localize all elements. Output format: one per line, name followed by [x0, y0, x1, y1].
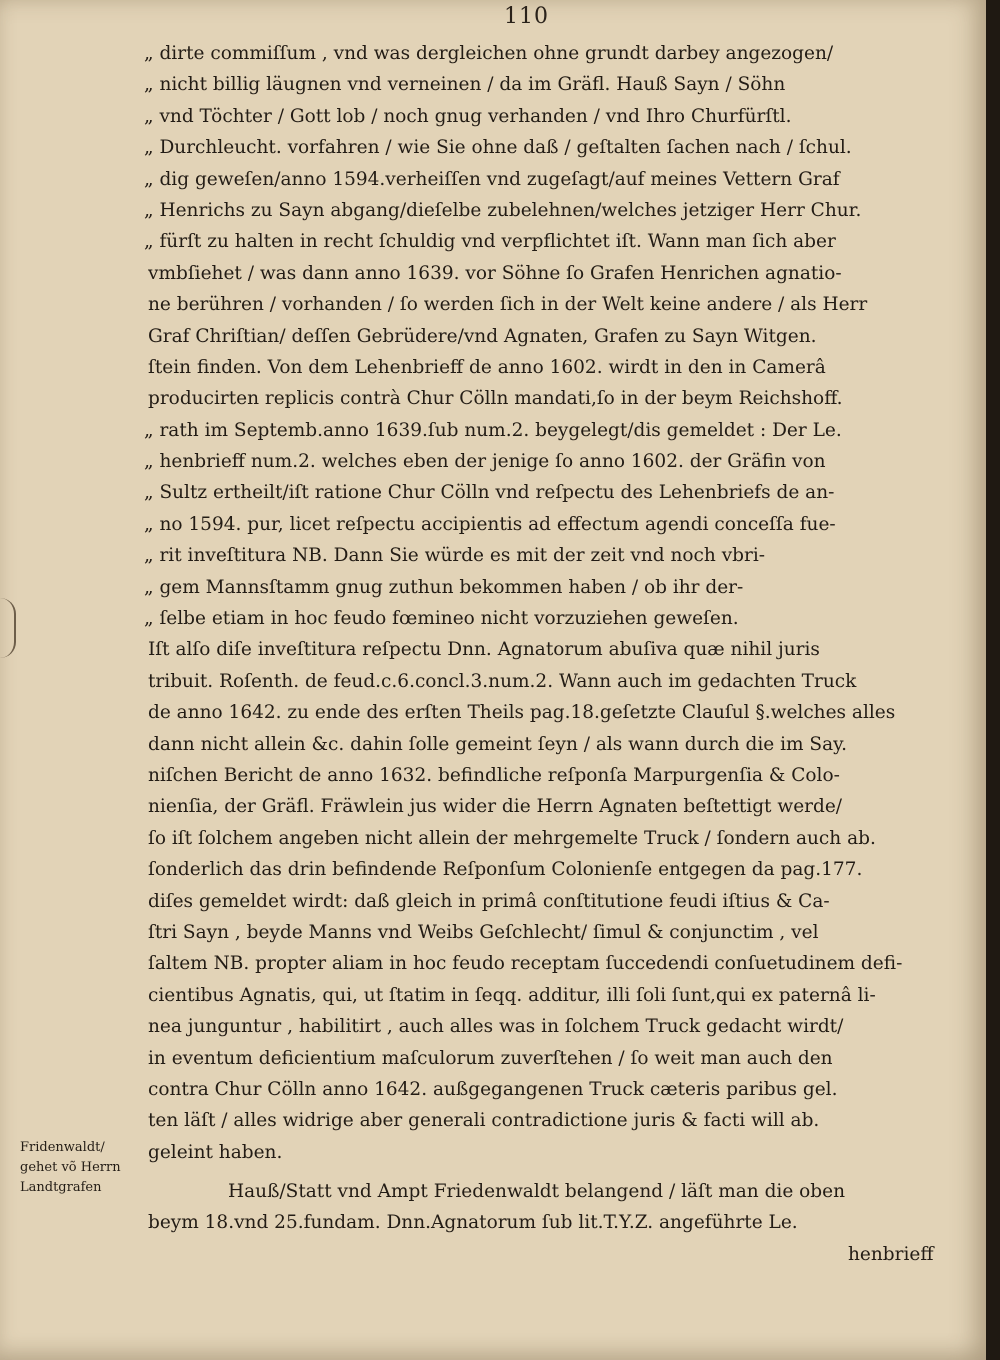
text-line: ſaltem NB. propter aliam in hoc feudo receptam ſuccedendi conſuetudinem defi- [148, 953, 903, 975]
text-line: „ Durchleucht. vorfahren / wie Sie ohne daß / geſtalten ſachen nach / ſchul. [144, 137, 852, 159]
margin-note [20, 1138, 150, 1198]
text-line: „ no 1594. pur, licet reſpectu accipientis ad effectum agendi conceſſa fue- [144, 513, 836, 535]
text-line: contra Chur Cölln anno 1642. außgegangenen Truck cæteris paribus gel. [148, 1078, 838, 1100]
page-edge-mark [0, 598, 16, 658]
text-line: „ henbrieff num.2. welches eben der jenige ſo anno 1602. der Gräfin von [144, 451, 826, 473]
page-number: 110 [504, 4, 549, 29]
text-line: „ fürſt zu halten in recht ſchuldig vnd verpflichtet iſt. Wann man ſich aber [144, 231, 836, 253]
text-line: de anno 1642. zu ende des erſten Theils pag.18.geſetzte Clauſul §.welches alles [148, 702, 896, 724]
text-line: „ ſelbe etiam in hoc feudo fœmineo nicht vorzuziehen geweſen. [144, 608, 739, 630]
text-line: diſes gemeldet wirdt: daß gleich in primâ conſtitutione feudi iſtius & Ca- [148, 890, 830, 912]
text-line: niſchen Bericht de anno 1632. befindliche reſponſa Marpurgenſia & Colo- [148, 764, 840, 786]
text-line: „ rit inveſtitura NB. Dann Sie würde es mit der zeit vnd noch vbri- [144, 545, 766, 567]
text-line: „ vnd Töchter / Gott lob / noch gnug verhanden / vnd Ihro Churfürſtl. [144, 105, 792, 127]
margin-note-line: Landtgrafen [20, 1180, 102, 1195]
text-line: beym 18.vnd 25.fundam. Dnn.Agnatorum ſub lit.T.Y.Z. angeführte Le. [148, 1212, 798, 1234]
text-line: tribuit. Roſenth. de feud.c.6.concl.3.num.2. Wann auch im gedachten Truck [148, 670, 857, 692]
text-line: ne berühren / vorhanden / ſo werden ſich in der Welt keine andere / als Herr [148, 294, 868, 316]
text-line: ten läſt / alles widrige aber generali contradictione juris & facti will ab. [148, 1110, 820, 1132]
text-line: „ Sultz ertheilt/iſt ratione Chur Cölln vnd reſpectu des Lehenbriefs de an- [144, 482, 835, 504]
text-line: ſtri Sayn , beyde Manns vnd Weibs Geſchlecht/ ſimul & conjunctim , vel [148, 921, 819, 943]
text-line: nienſia, der Gräfl. Fräwlein jus wider die Herrn Agnaten beſtettigt werde/ [148, 796, 843, 818]
text-line: ſo iſt ſolchem angeben nicht allein der mehrgemelte Truck / ſondern auch ab. [148, 827, 876, 849]
text-line: ſtein finden. Von dem Lehenbrieff de anno 1602. wirdt in den in Camerâ [148, 356, 826, 378]
text-line: producirten replicis contrà Chur Cölln mandati,ſo in der beym Reichshoff. [148, 388, 843, 410]
text-line: in eventum deficientium maſculorum zuverſtehen / ſo weit man auch den [148, 1047, 833, 1069]
text-line: „ rath im Septemb.anno 1639.ſub num.2. beygelegt/dis gemeldet : Der Le. [144, 419, 842, 441]
text-line: „ gem Mannsſtamm gnug zuthun bekommen haben / ob ihr der- [144, 576, 744, 598]
margin-note-line: gehet võ Herrn [20, 1160, 121, 1175]
text-line: Hauß/Statt vnd Ampt Friedenwaldt belangend / läſt man die oben [228, 1181, 845, 1203]
text-line: dann nicht allein &c. dahin ſolle gemeint ſeyn / als wann durch die im Say. [148, 733, 848, 755]
text-line: „ nicht billig läugnen vnd verneinen / da im Gräfl. Hauß Sayn / Söhn [144, 74, 786, 96]
text-line: Iſt alſo diſe inveſtitura reſpectu Dnn. Agnatorum abuſiva quæ nihil juris [148, 639, 820, 661]
text-line: vmbſiehet / was dann anno 1639. vor Söhne ſo Grafen Henrichen agnatio- [148, 262, 842, 284]
book-edge [986, 0, 1000, 1360]
text-line: „ dirte commiſſum , vnd was dergleichen ohne grundt darbey angezogen/ [144, 43, 834, 64]
body-text [144, 38, 948, 1270]
text-line: Graf Chriſtian/ deſſen Gebrüdere/vnd Agnaten, Grafen zu Sayn Witgen. [148, 325, 817, 347]
text-line: „ Henrichs zu Sayn abgang/dieſelbe zubelehnen/welches jetziger Herr Chur. [144, 199, 862, 221]
text-line: cientibus Agnatis, qui, ut ſtatim in ſeqq. additur, illi ſoli ſunt,qui ex paternâ li- [148, 984, 876, 1006]
margin-note-line: Fridenwaldt/ [20, 1140, 105, 1155]
text-line: nea junguntur , habilitirt , auch alles was in ſolchem Truck gedacht wirdt/ [148, 1016, 844, 1038]
text-line: henbrieff [848, 1243, 934, 1265]
text-line: ſonderlich das drin befindende Reſponſum Colonienſe entgegen da pag.177. [148, 859, 863, 881]
text-line: geleint haben. [148, 1141, 283, 1163]
text-line: „ dig geweſen/anno 1594.verheiſſen vnd zugeſagt/auf meines Vettern Graf [144, 168, 840, 190]
